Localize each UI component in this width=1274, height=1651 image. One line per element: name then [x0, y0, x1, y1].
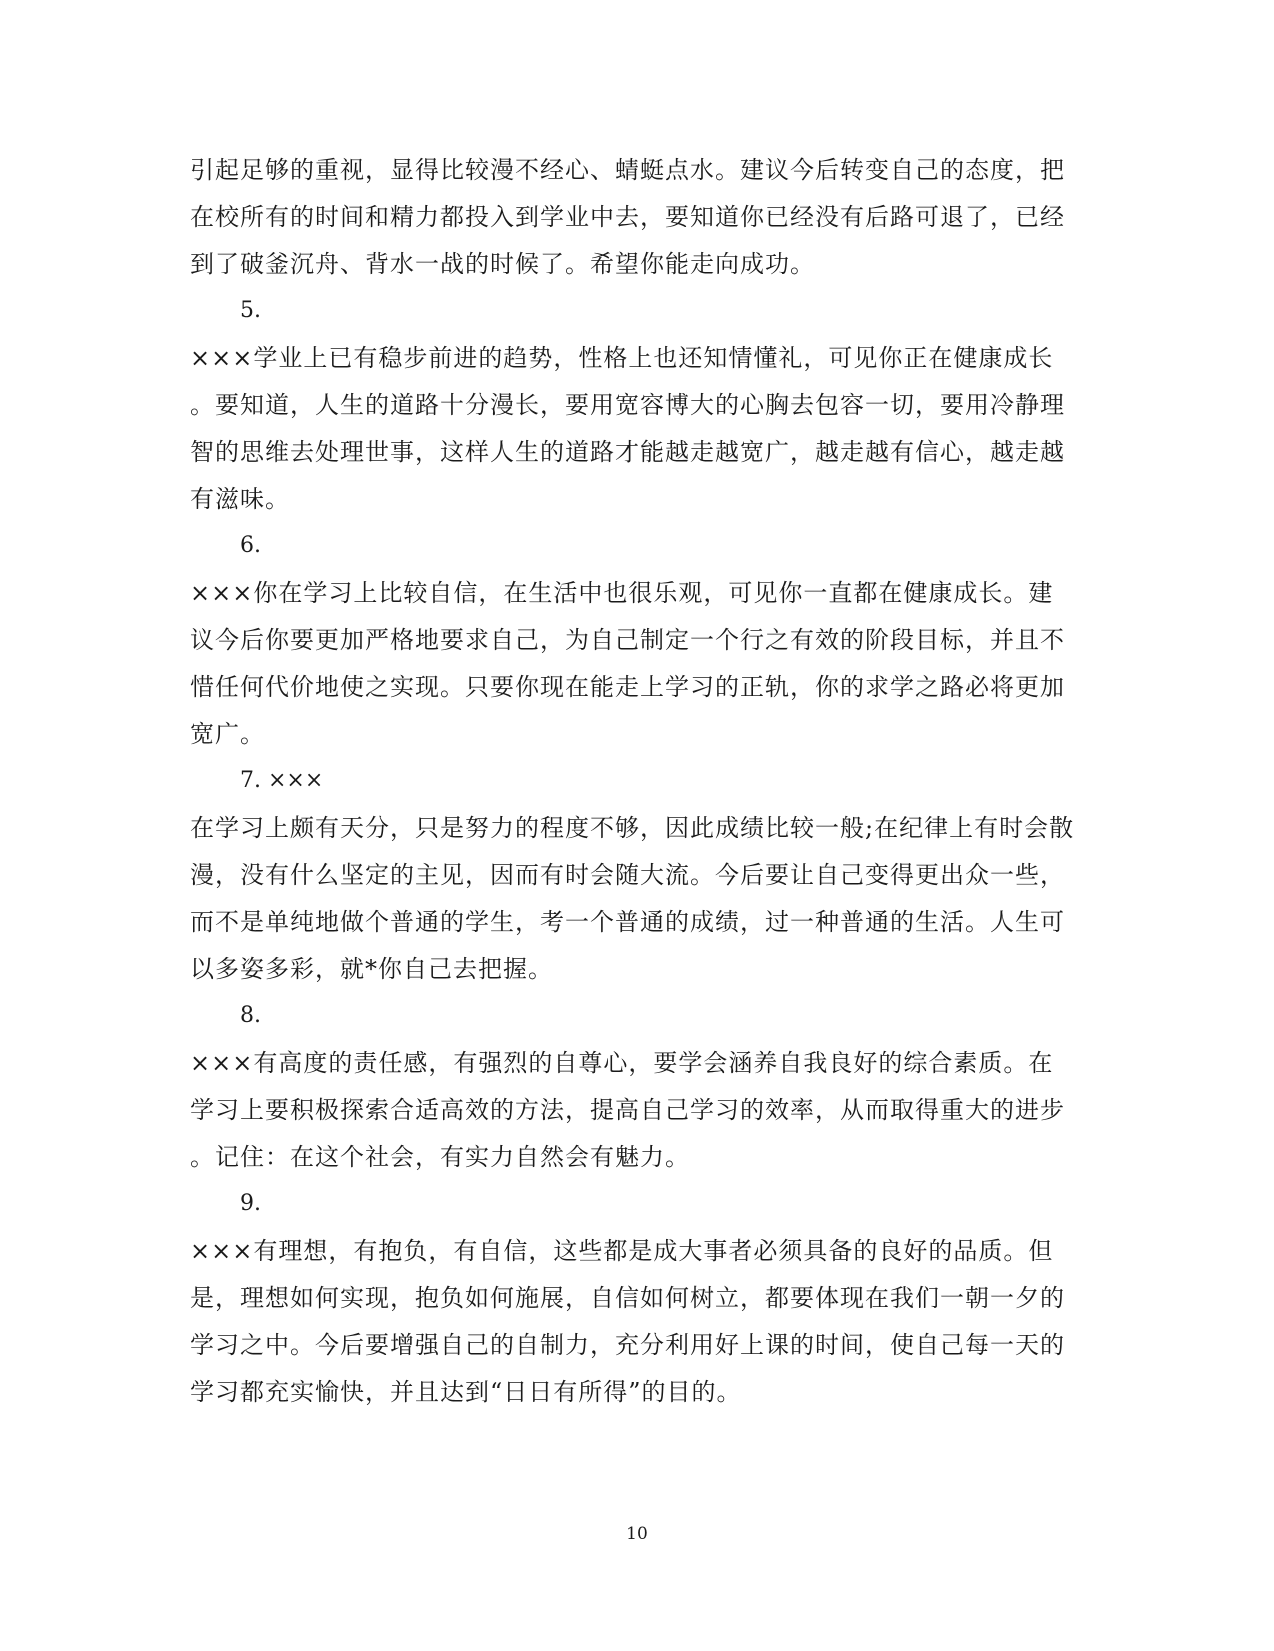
text-line: 是，理想如何实现，抱负如何施展，自信如何树立，都要体现在我们一朝一夕的	[190, 1284, 1065, 1312]
text-line: 到了破釜沉舟、背水一战的时候了。希望你能走向成功。	[190, 250, 815, 278]
item-number: 9.	[240, 1191, 261, 1216]
text-line: 智的思维去处理世事，这样人生的道路才能越走越宽广，越走越有信心，越走越	[190, 438, 1065, 466]
item-number: 6.	[240, 533, 261, 558]
text-line: 在校所有的时间和精力都投入到学业中去，要知道你已经没有后路可退了，已经	[190, 203, 1065, 231]
item-number: 5.	[240, 298, 261, 323]
text-line: 。记住：在这个社会，有实力自然会有魅力。	[190, 1143, 690, 1171]
item-number: 8.	[240, 1003, 261, 1028]
text-line: ×××有理想，有抱负，有自信，这些都是成大事者必须具备的良好的品质。但	[190, 1237, 1054, 1265]
text-line: ×××有高度的责任感，有强烈的自尊心，要学会涵养自我良好的综合素质。在	[190, 1049, 1054, 1077]
text-line: 在学习上颇有天分，只是努力的程度不够，因此成绩比较一般;在纪律上有时会散	[190, 814, 1075, 842]
text-line: 。要知道，人生的道路十分漫长，要用宽容博大的心胸去包容一切，要用冷静理	[190, 391, 1065, 419]
text-line: 宽广。	[190, 720, 265, 748]
text-line: 有滋味。	[190, 485, 290, 513]
text-line: ×××学业上已有稳步前进的趋势，性格上也还知情懂礼，可见你正在健康成长	[190, 344, 1054, 372]
text-line: 引起足够的重视，显得比较漫不经心、蜻蜓点水。建议今后转变自己的态度，把	[190, 156, 1065, 184]
text-line: 议今后你要更加严格地要求自己，为自己制定一个行之有效的阶段目标，并且不	[190, 626, 1065, 654]
page-number: 10	[626, 1524, 648, 1544]
text-line: 惜任何代价地使之实现。只要你现在能走上学习的正轨，你的求学之路必将更加	[190, 673, 1065, 701]
text-line: 学习之中。今后要增强自己的自制力，充分利用好上课的时间，使自己每一天的	[190, 1331, 1065, 1359]
item-number: 7. ×××	[240, 768, 324, 793]
text-line: 学习都充实愉快，并且达到“日日有所得”的目的。	[190, 1378, 742, 1406]
text-line: 学习上要积极探索合适高效的方法，提高自己学习的效率，从而取得重大的进步	[190, 1096, 1065, 1124]
text-line: 漫，没有什么坚定的主见，因而有时会随大流。今后要让自己变得更出众一些，	[190, 861, 1065, 889]
text-line: 而不是单纯地做个普通的学生，考一个普通的成绩，过一种普通的生活。人生可	[190, 908, 1065, 936]
text-line: 以多姿多彩，就*你自己去把握。	[190, 955, 553, 983]
text-line: ×××你在学习上比较自信，在生活中也很乐观，可见你一直都在健康成长。建	[190, 579, 1054, 607]
